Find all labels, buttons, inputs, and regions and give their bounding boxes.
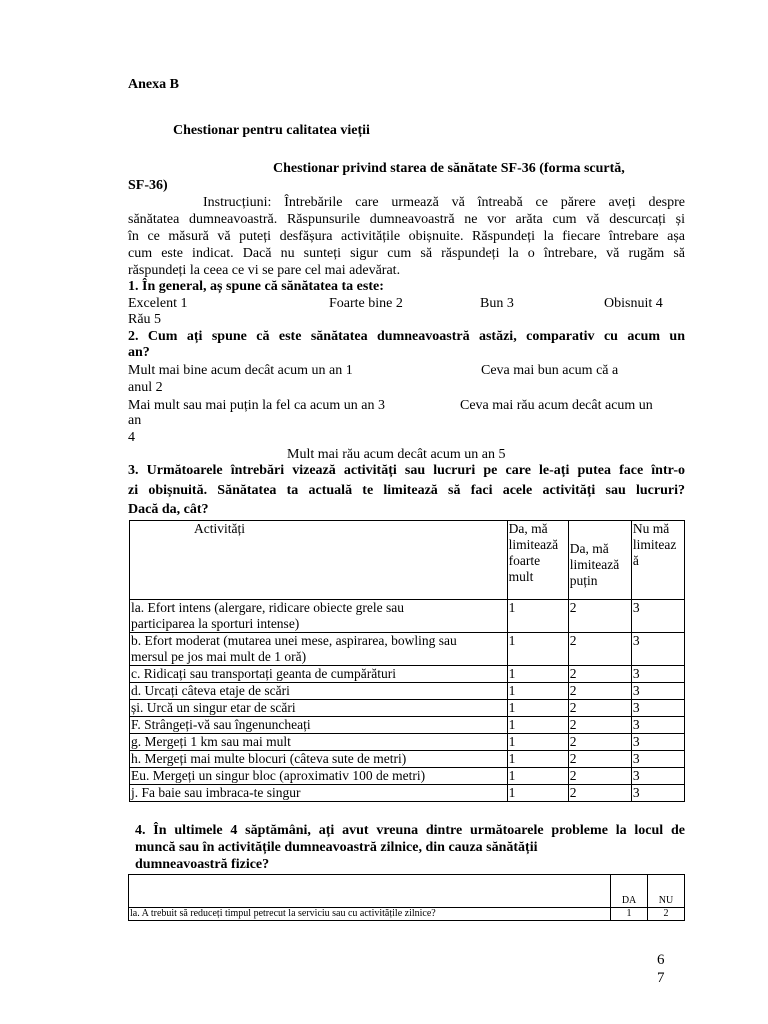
q2-option-3: Mai mult sau mai puțin la fel ca acum un an 3: [128, 398, 385, 413]
q1-title: 1. În general, aș spune că sănătatea ta este:: [128, 279, 384, 294]
cell-value: 2: [568, 683, 631, 700]
q3-title-line1: 3. Următoarele întrebări vizează activități sau lucruri pe care le-ați putea face într-o: [128, 463, 685, 478]
row-label: d. Urcați câteva etaje de scări: [130, 683, 508, 700]
q4-title-line3: dumneavoastră fizice?: [135, 857, 270, 872]
cell-value: 3: [631, 717, 684, 734]
cell-value: 2: [568, 700, 631, 717]
header-nu: NU: [648, 875, 685, 908]
table-row: [130, 633, 685, 666]
table-row: [130, 751, 685, 768]
table-row: [130, 600, 685, 633]
cell-value: 3: [631, 785, 684, 802]
q2-title-line1: 2. Cum ați spune că este sănătatea dumneavoastră astăzi, comparativ cu acum un: [128, 329, 685, 344]
cell-value: 2: [568, 717, 631, 734]
cell-value: 1: [507, 785, 568, 802]
cell-value: 1: [507, 700, 568, 717]
cell-value: 3: [631, 734, 684, 751]
q2-title-line2: an?: [128, 345, 150, 360]
cell-value: 3: [631, 768, 684, 785]
cell-value: 2: [568, 785, 631, 802]
q2-option-1: Mult mai bine acum decât acum un an 1: [128, 363, 353, 378]
instructions-line: răspundeți la ceea ce vi se pare cel mai adevărat.: [128, 263, 401, 278]
work-problems-table: [128, 874, 685, 921]
table-row: [130, 717, 685, 734]
instructions-line: în ce măsură vă puteți desfășura activitățile obișnuite. Răspundeți la fiecare întrebare așa: [128, 229, 685, 244]
q1-option-foarte-bine: Foarte bine 2: [329, 296, 403, 311]
cell-value: 2: [568, 768, 631, 785]
header-activities: Activități: [130, 521, 508, 600]
table-row: [130, 734, 685, 751]
cell-value: 2: [568, 751, 631, 768]
q2-option-2: Ceva mai bun acum că a: [481, 363, 619, 378]
table-row: [130, 683, 685, 700]
row-label: F. Strângeți-vă sau îngenuncheați: [130, 717, 508, 734]
cell-value: 2: [568, 734, 631, 751]
q1-option-bun: Bun 3: [480, 296, 514, 311]
cell-value: 1: [507, 768, 568, 785]
page-number: 6 7: [657, 952, 665, 986]
document-title: Chestionar pentru calitatea vieții: [173, 123, 370, 138]
header-limit-little: Da, mă limitează puțin: [568, 521, 631, 600]
cell-value: 1: [507, 734, 568, 751]
table-row: [130, 785, 685, 802]
activities-table: [129, 520, 685, 802]
cell-value: 3: [631, 751, 684, 768]
row-label: h. Mergeți mai multe blocuri (câteva sute de metri): [130, 751, 508, 768]
cell-value: 1: [507, 717, 568, 734]
cell-value: 2: [568, 633, 631, 666]
row-label: la. A trebuit să reduceți timpul petrecut la serviciu sau cu activitățile zilnice?: [129, 908, 611, 921]
q2-option-4: Ceva mai rău acum decât acum un: [460, 398, 653, 413]
row-label: la. Efort intens (alergare, ridicare obiecte grele sau participarea la sporturi intense): [130, 600, 508, 633]
activities-table-header: [130, 521, 685, 600]
cell-value: 2: [648, 908, 685, 921]
subtitle-line2: SF-36): [128, 178, 168, 193]
annex-label: Anexa B: [128, 77, 179, 92]
header-da: DA: [611, 875, 648, 908]
cell-value: 1: [507, 600, 568, 633]
cell-value: 3: [631, 666, 684, 683]
header-empty: [129, 875, 611, 908]
row-label: j. Fa baie sau imbraca-te singur: [130, 785, 508, 802]
table-row: [130, 768, 685, 785]
row-label: și. Urcă un singur etar de scări: [130, 700, 508, 717]
q2-option-3-cont: an: [128, 413, 142, 428]
row-label: Eu. Mergeți un singur bloc (aproximativ 100 de metri): [130, 768, 508, 785]
q1-option-excelent: Excelent 1: [128, 296, 188, 311]
q3-title-line2: zi obișnuită. Sănătatea ta actuală te limitează să faci acele activități sau lucruri?: [128, 483, 685, 498]
cell-value: 3: [631, 600, 684, 633]
q3-title-line3: Dacă da, cât?: [128, 502, 209, 517]
q1-option-rau: Rău 5: [128, 312, 162, 327]
instructions-line: Instrucțiuni: Întrebările care urmează vă întreabă ce părere aveți despre: [203, 195, 685, 210]
q2-option-5: Mult mai rău acum decât acum un an 5: [287, 447, 506, 462]
cell-value: 1: [611, 908, 648, 921]
cell-value: 1: [507, 633, 568, 666]
cell-value: 3: [631, 633, 684, 666]
row-label: b. Efort moderat (mutarea unei mese, aspirarea, bowling sau mersul pe jos mai mult de 1 oră): [130, 633, 508, 666]
q1-option-obisnuit: Obisnuit 4: [604, 296, 663, 311]
instructions-line: sănătatea dumneavoastră. Răspunsurile dumneavoastră ne vor arăta cum vă descurcați și: [128, 212, 685, 227]
cell-value: 1: [507, 666, 568, 683]
subtitle-line1: Chestionar privind starea de sănătate SF-36 (forma scurtă,: [273, 161, 625, 176]
cell-value: 1: [507, 751, 568, 768]
table-row: [130, 666, 685, 683]
q4-title-line2: muncă sau în activitățile dumneavoastră zilnice, din cauza sănătății: [135, 840, 538, 855]
cell-value: 3: [631, 683, 684, 700]
q2-option-4-number: 4: [128, 430, 135, 445]
cell-value: 2: [568, 666, 631, 683]
row-label: g. Mergeți 1 km sau mai mult: [130, 734, 508, 751]
row-label: c. Ridicați sau transportați geanta de cumpărături: [130, 666, 508, 683]
cell-value: 1: [507, 683, 568, 700]
work-problems-header: [129, 875, 685, 908]
header-limit-much: Da, mă limitează foarte mult: [507, 521, 568, 600]
q2-option-2-cont: anul 2: [128, 380, 163, 395]
table-row: [130, 700, 685, 717]
instructions-line: cum este indicat. Dacă nu sunteți sigur cum să răspundeți la o întrebare, vă rugăm să: [128, 246, 685, 261]
cell-value: 3: [631, 700, 684, 717]
q4-title-line1: 4. În ultimele 4 săptămâni, ați avut vreuna dintre următoarele probleme la locul de: [135, 823, 685, 838]
cell-value: 2: [568, 600, 631, 633]
table-row: [129, 908, 685, 921]
header-no-limit: Nu mă limiteaz ă: [631, 521, 684, 600]
